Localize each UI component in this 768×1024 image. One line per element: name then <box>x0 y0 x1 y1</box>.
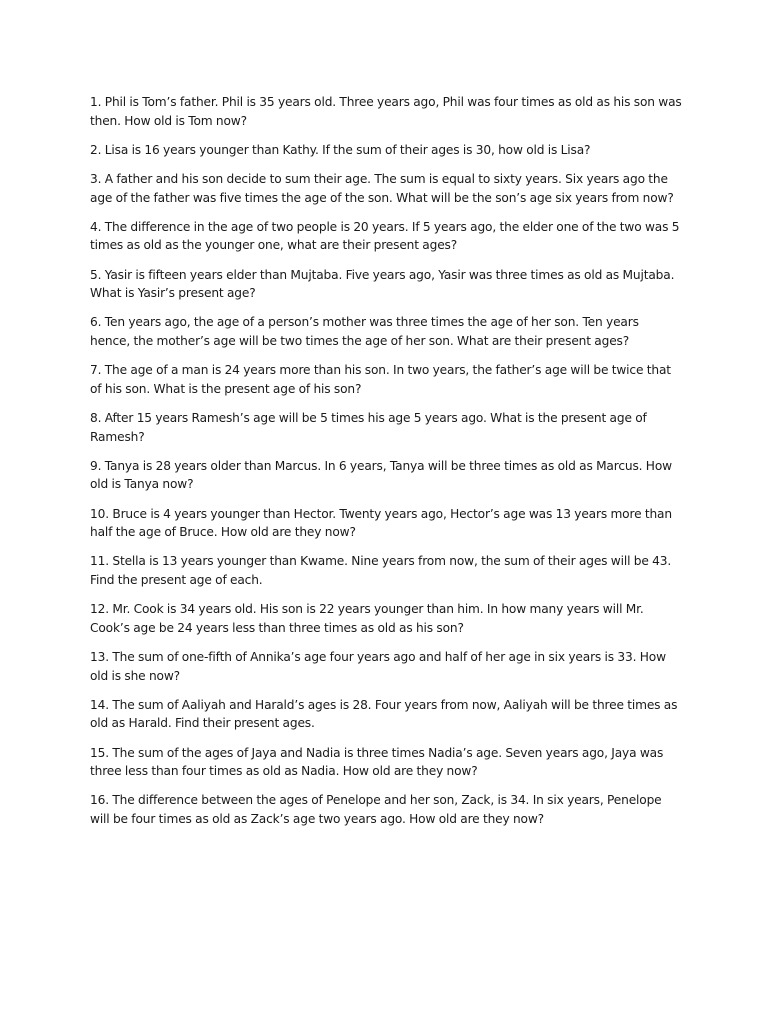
question-item: 15. The sum of the ages of Jaya and Nadia is three times Nadia’s age. Seven years ago, Jaya was three less than four times as old as Nadia. How old are they now? <box>90 745 664 779</box>
question-list <box>90 93 682 839</box>
question-item: 3. A father and his son decide to sum their age. The sum is equal to sixty years. Six years ago the age of the father was five times the age of the son. What will be the son’s age six years from now? <box>90 172 674 205</box>
question-item: 11. Stella is 13 years younger than Kwame. Nine years from now, the sum of their ages will be 43. Find the present age of each. <box>90 554 672 587</box>
question-item: 12. Mr. Cook is 34 years old. His son is 22 years younger than him. In how many years will Mr. Cook’s age be 24 years less than three times as old as his son? <box>90 602 644 635</box>
question-item: 5. Yasir is fifteen years elder than Mujtaba. Five years ago, Yasir was three times as old as Mujtaba. What is Yasir’s present age? <box>90 267 675 301</box>
question-item: 16. The difference between the ages of Penelope and her son, Zack, is 34. In six years, Penelope will be four times as old as Zack’s age two years ago. How old are they now? <box>90 793 662 826</box>
question-item: 13. The sum of one-fifth of Annika’s age four years ago and half of her age in six years is 33. How old is she now? <box>90 650 666 683</box>
question-item: 10. Bruce is 4 years younger than Hector. Twenty years ago, Hector’s age was 13 years more than half the age of Bruce. How old are they now? <box>90 506 672 540</box>
question-item: 2. Lisa is 16 years younger than Kathy. If the sum of their ages is 30, how old is Lisa? <box>90 142 591 157</box>
question-item: 14. The sum of Aaliyah and Harald’s ages is 28. Four years from now, Aaliyah will be three times as old as Harald. Find their present ages. <box>90 697 678 731</box>
question-item: 9. Tanya is 28 years older than Marcus. In 6 years, Tanya will be three times as old as Marcus. How old is Tanya now? <box>90 458 672 492</box>
question-item: 8. After 15 years Ramesh’s age will be 5 times his age 5 years ago. What is the present age of Ramesh? <box>90 411 647 444</box>
question-item: 1. Phil is Tom’s father. Phil is 35 years old. Three years ago, Phil was four times as old as his son was then. How old is Tom now? <box>90 95 682 128</box>
question-item: 7. The age of a man is 24 years more than his son. In two years, the father’s age will be twice that of his son. What is the present age of his son? <box>90 363 671 396</box>
question-item: 6. Ten years ago, the age of a person’s mother was three times the age of her son. Ten years hence, the mother’s age will be two times the age of her son. What are their present ages? <box>90 315 639 348</box>
question-item: 4. The difference in the age of two people is 20 years. If 5 years ago, the elder one of the two was 5 times as old as the younger one, what are their present ages? <box>90 219 680 253</box>
